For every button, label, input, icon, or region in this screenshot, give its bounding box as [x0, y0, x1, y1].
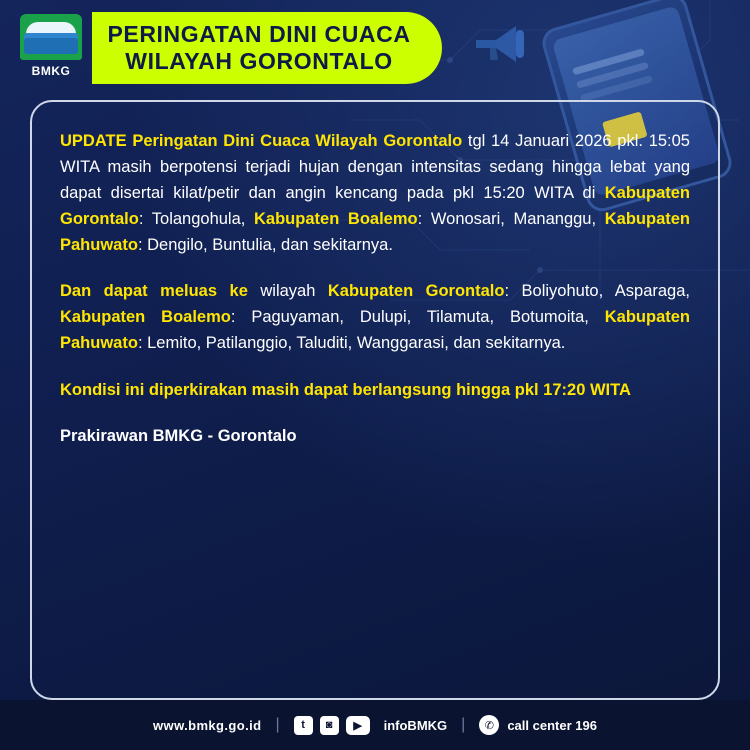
footer-separator-2: |: [461, 716, 466, 733]
footer-social-icons: [294, 716, 370, 735]
update-headline: UPDATE Peringatan Dini Cuaca Wilayah Gorontalo: [60, 132, 463, 150]
expansion-regency-boalemo-areas: : Paguyaman, Dulupi, Tilamuta, Botumoita,: [230, 308, 605, 327]
expansion-lead-plain: wilayah: [247, 282, 328, 301]
paragraph-expansion-warning: [60, 278, 690, 356]
bmkg-logo-label: BMKG: [31, 64, 71, 78]
phone-icon: ✆: [479, 715, 499, 735]
megaphone-icon: [470, 18, 534, 70]
paragraph1-detail: tgl 14 Januari 2026 pkl. 15:05 WITA masih berpotensi terjadi hujan dengan intensitas sedang hingga lebat yang dapat disertai kilat/petir dan angin kencang pada pkl 15:20 WITA di: [60, 132, 690, 203]
regency-gorontalo-label: Kabupaten Gorontalo: [60, 184, 690, 229]
expansion-regency-gorontalo-label: Kabupaten Gorontalo: [327, 282, 505, 301]
regency-pahuwato-areas: : Dengilo, Buntulia, dan sekitarnya.: [137, 236, 393, 255]
instagram-icon[interactable]: ◙: [320, 716, 339, 735]
bmkg-logo-icon: [20, 14, 82, 60]
poster-header: [0, 0, 750, 100]
expansion-regency-pahuwato-label: Kabupaten Pahuwato: [60, 308, 690, 353]
page-title-line2: WILAYAH GORONTALO: [125, 48, 393, 74]
paragraph-initial-warning: [60, 128, 690, 258]
warning-content-card: [30, 100, 720, 700]
poster-footer: [0, 700, 750, 750]
footer-website[interactable]: www.bmkg.go.id: [153, 717, 262, 733]
expansion-lead: Dan dapat meluas ke: [60, 282, 248, 301]
expansion-regency-boalemo-label: Kabupaten Boalemo: [60, 308, 231, 327]
footer-call-center[interactable]: [479, 715, 597, 735]
youtube-icon[interactable]: ▶: [346, 716, 370, 735]
expansion-regency-gorontalo-areas: : Boliyohuto, Asparaga,: [504, 282, 690, 301]
expansion-regency-pahuwato-areas: : Lemito, Patilanggio, Taluditi, Wanggarasi, dan sekitarnya.: [137, 334, 566, 353]
page-title: [92, 12, 442, 84]
regency-gorontalo-areas: : Tolangohula,: [138, 210, 255, 229]
footer-call-center-label: call center 196: [507, 717, 597, 733]
regency-boalemo-areas: : Wonosari, Mananggu,: [417, 210, 605, 229]
regency-boalemo-label: Kabupaten Boalemo: [254, 210, 418, 229]
bmkg-logo: [18, 14, 84, 86]
duration-text: Kondisi ini diperkirakan masih dapat berlangsung hingga pkl 17:20 WITA: [60, 380, 631, 399]
footer-separator-1: |: [275, 716, 280, 733]
warning-body-text: [60, 128, 690, 449]
twitter-icon[interactable]: t: [294, 716, 313, 735]
signature-line: Prakirawan BMKG - Gorontalo: [60, 426, 297, 445]
paragraph-duration: [60, 377, 690, 403]
footer-social-handle[interactable]: infoBMKG: [383, 717, 448, 733]
regency-pahuwato-label: Kabupaten Pahuwato: [60, 210, 690, 255]
page-title-line1: PERINGATAN DINI CUACA: [107, 20, 411, 47]
